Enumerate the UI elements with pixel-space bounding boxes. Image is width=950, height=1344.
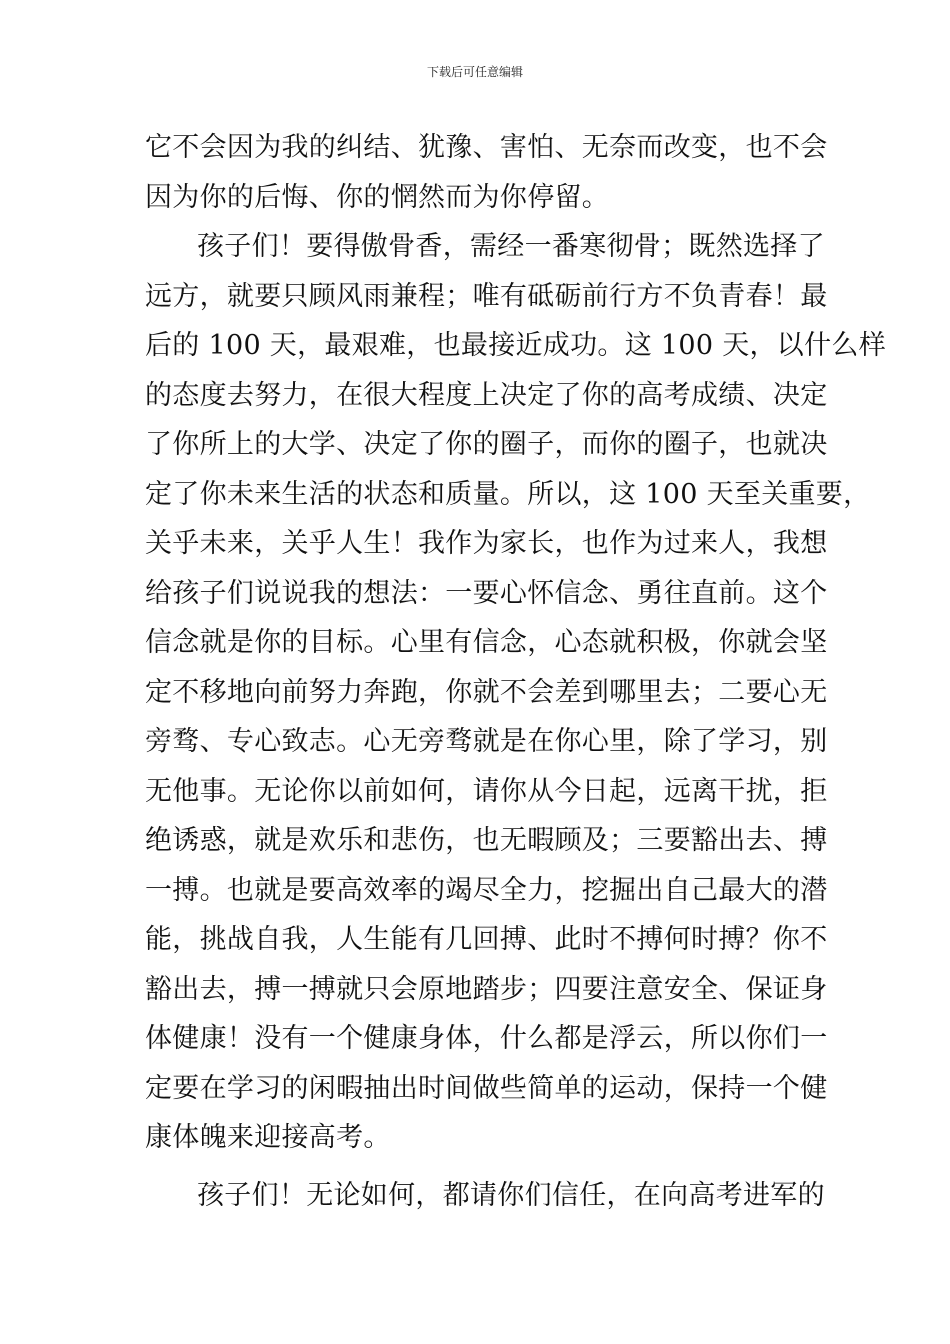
- text-line: 因为你的后悔、你的惘然而为你停留。: [145, 181, 610, 213]
- text-line: 它不会因为我的纠结、犹豫、害怕、无奈而改变，也不会: [145, 132, 828, 163]
- text-line: 旁骛、专心致志。心无旁骛就是在你心里，除了学习，别: [145, 726, 828, 757]
- text-line: 定不移地向前努力奔跑，你就不会差到哪里去；二要心无: [145, 676, 828, 708]
- text-line: 信念就是你的目标。心里有信念，心态就积极，你就会坚: [145, 627, 828, 658]
- document-body: [145, 123, 886, 1220]
- text-line: 能，挑战自我，人生能有几回搏、此时不搏何时搏？你不: [145, 924, 828, 955]
- page-header: 下载后可任意编辑: [426, 65, 523, 79]
- text-line: 康体魄来迎接高考。: [145, 1122, 391, 1153]
- text-line: 无他事。无论你以前如何，请你从今日起，远离干扰，拒: [145, 775, 828, 807]
- text-line: 了你所上的大学、决定了你的圈子，而你的圈子，也就决: [145, 429, 828, 460]
- text-line: 给孩子们说说我的想法：一要心怀信念、勇往直前。这个: [145, 577, 828, 609]
- text-line: 后的 100 天，最艰难，也最接近成功。这 100 天，以什么样: [145, 330, 886, 361]
- paragraph-start-line: 孩子们！无论如何，都请你们信任，在向高考进军的: [197, 1179, 825, 1211]
- text-line: 体健康！没有一个健康身体，什么都是浮云，所以你们一: [145, 1023, 828, 1054]
- text-line: 远方，就要只顾风雨兼程；唯有砥砺前行方不负青春！最: [145, 280, 828, 312]
- text-line: 定了你未来生活的状态和质量。所以，这 100 天至关重要，: [145, 478, 871, 510]
- paragraph-start-line: 孩子们！要得傲骨香，需经一番寒彻骨；既然选择了: [197, 231, 825, 262]
- text-line: 关乎未来，关乎人生！我作为家长，也作为过来人，我想: [145, 528, 828, 559]
- text-line: 定要在学习的闲暇抽出时间做些简单的运动，保持一个健: [145, 1072, 828, 1104]
- text-line: 的态度去努力，在很大程度上决定了你的高考成绩、决定: [145, 379, 828, 411]
- text-line: 豁出去，搏一搏就只会原地踏步；四要注意安全、保证身: [145, 973, 828, 1005]
- text-line: 一搏。也就是要高效率的竭尽全力，挖掘出自己最大的潜: [145, 874, 828, 906]
- text-line: 绝诱惑，就是欢乐和悲伤，也无暇顾及；三要豁出去、搏: [145, 825, 828, 856]
